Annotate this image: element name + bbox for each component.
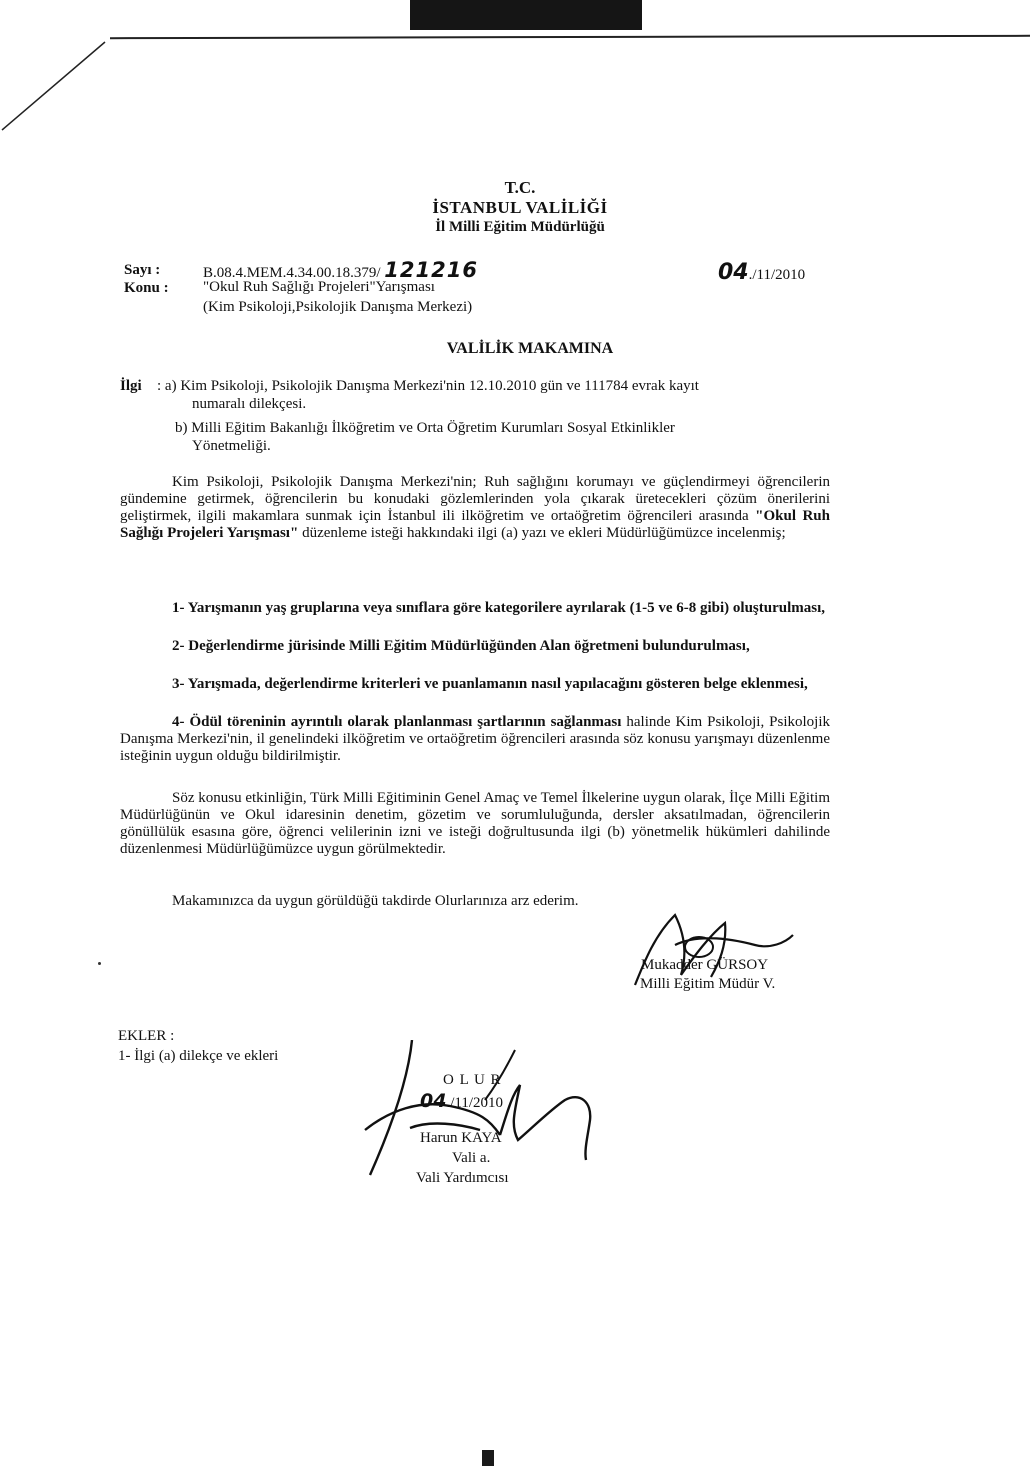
scan-corner-mark: [0, 30, 120, 140]
approver-name: Harun KAYA: [420, 1130, 502, 1146]
date-handwritten: 04: [718, 260, 749, 285]
paragraph-3: Makamınızca da uygun görüldüğü takdirde Olurlarınıza arz ederim.: [172, 893, 579, 909]
paragraph-1: [120, 474, 830, 542]
signer-name: Mukadder GÜRSOY: [641, 957, 769, 973]
konu-line1: "Okul Ruh Sağlığı Projeleri"Yarışması: [203, 279, 435, 295]
header-valilik: İSTANBUL VALİLİĞİ: [432, 198, 608, 217]
scan-edge-line: [110, 35, 1030, 39]
sayi-label: Sayı :: [124, 262, 161, 278]
redaction-bar: [410, 0, 642, 30]
paragraph-1-text-a: Kim Psikoloji, Psikolojik Danışma Merkezi'nin; Ruh sağlığını korumayı ve güçlendirmeyi öğrencilerin gündemine getirmek, öğrencilerin bu konudaki gözlemlerinden yola çıkarak üretecekleri çözüm önerilerini geliştirmek, ilgili makamlara sunmak için İstanbul ili ilköğretim ve ortaöğretim öğrencileri arasında: [120, 474, 830, 524]
approver-title: Vali Yardımcısı: [416, 1170, 509, 1186]
paragraph-1-text-b: düzenleme isteği hakkındaki ilgi (a) yazı ve ekleri Müdürlüğümüzce incelenmiş;: [298, 525, 786, 541]
olur-label: O L U R: [443, 1072, 502, 1088]
date-printed: ./11/2010: [748, 267, 806, 283]
ilgi-label: İlgi: [120, 378, 142, 394]
ilgi-b-line2: Yönetmeliği.: [192, 438, 271, 454]
konu-label: Konu :: [124, 280, 169, 296]
item-4: [120, 714, 830, 765]
ilgi-a-line1: : a) Kim Psikoloji, Psikolojik Danışma Merkezi'nin 12.10.2010 gün ve 111784 evrak kayıt: [157, 378, 699, 394]
ekler-item-1: 1- İlgi (a) dilekçe ve ekleri: [118, 1048, 279, 1064]
footer-mark: [482, 1450, 494, 1466]
item-3: 3- Yarışmada, değerlendirme kriterleri ve puanlamanın nasıl yapılacağını gösteren belge eklenmesi,: [172, 676, 808, 692]
document-date: [718, 260, 805, 285]
ekler-label: EKLER :: [118, 1028, 175, 1044]
sayi-printed: B.08.4.MEM.4.34.00.18.379/: [203, 265, 381, 281]
olur-date-handwritten: 04: [420, 1090, 447, 1112]
sayi-handwritten: 121216: [384, 258, 478, 282]
ilgi-a-line2: numaralı dilekçesi.: [192, 396, 307, 412]
paragraph-2: Söz konusu etkinliğin, Türk Milli Eğitiminin Genel Amaç ve Temel İlkelerine uygun olarak, İlçe Milli Eğitim Müdürlüğünün ve Okul idaresinin denetim, gözetim ve sorumluluğunda, dersler aksatılmadan, öğrencilerin gönüllülük esasına göre, öğrenci velilerinin izni ve isteği doğrultusunda ilgi (b) yönetmelik hükümleri dahilinde düzenlenmesi Müdürlüğümüzce uygun görülmektedir.: [120, 790, 830, 857]
signer-title: Milli Eğitim Müdür V.: [640, 976, 776, 992]
signature-harun: [350, 1040, 630, 1180]
konu-line2: (Kim Psikoloji,Psikolojik Danışma Merkezi): [203, 299, 473, 315]
item-4-bold: 4- Ödül töreninin ayrıntılı olarak planlanması şartlarının sağlanması: [172, 714, 622, 730]
item-4-rest: halinde Kim Psikoloji, Psikolojik Danışma Merkezi'nin, il genelindeki ilköğretim ve ortaöğretim öğrencileri arasında söz konusu yarışmayı düzenlenme isteğinin uygun olduğu bildirilmiştir.: [120, 714, 830, 764]
item-1: 1- Yarışmanın yaş gruplarına veya sınıflara göre kategorilere ayrılarak (1-5 ve 6-8 gibi) oluşturulması,: [172, 600, 826, 616]
paragraph-1-bold: "Okul Ruh Sağlığı Projeleri Yarışması": [120, 508, 830, 541]
scan-dot: [98, 962, 101, 965]
ilgi-b-line1: b) Milli Eğitim Bakanlığı İlköğretim ve Orta Öğretim Kurumları Sosyal Etkinlikler: [175, 420, 675, 436]
olur-date-printed: ./11/2010: [446, 1095, 503, 1111]
header-tc: T.C.: [504, 178, 536, 197]
header-mudurluk: İl Milli Eğitim Müdürlüğü: [435, 219, 605, 235]
addressee: VALİLİK MAKAMINA: [446, 340, 614, 357]
approver-vali-a: Vali a.: [452, 1150, 491, 1166]
item-2: 2- Değerlendirme jürisinde Milli Eğitim Müdürlüğünden Alan öğretmeni bulundurulması,: [172, 638, 750, 654]
